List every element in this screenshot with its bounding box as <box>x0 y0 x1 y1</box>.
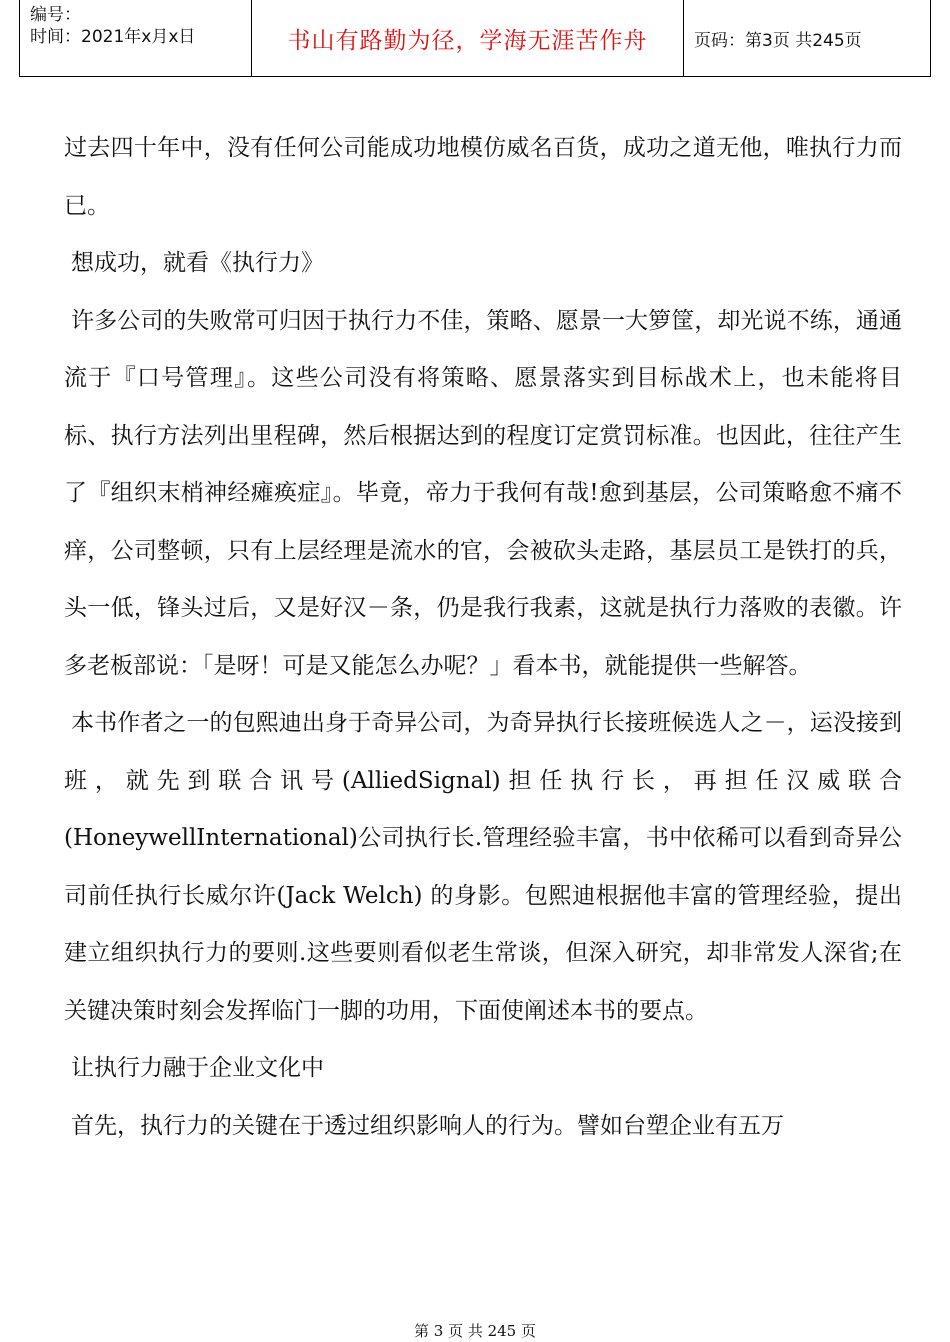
header-page-number: 页码：第3页 共245页 <box>694 30 862 51</box>
paragraph: 许多公司的失败常可归因于执行力不佳，策略、愿景一大箩筐，却光说不练，通通流于『口号管理』。这些公司没有将策略、愿景落实到目标战术上，也未能将目标、执行方法列出里程碑，然后根据达到的程度订定赏罚标准。也因此，往往产生了『组织末梢神经瘫痪症』。毕竟，帝力于我何有哉!愈到基层，公司策略愈不痛不痒，公司整顿，只有上层经理是流水的官，会被砍头走路，基层员工是铁打的兵，头一低，锋头过后，又是好汉－条，仍是我行我素，这就是执行力落败的表徽。许多老板部说：「是呀！可是又能怎么办呢？」看本书，就能提供一些解答。 <box>64 307 902 679</box>
document-body <box>64 120 902 1155</box>
paragraph: 首先，执行力的关键在于透过组织影响人的行为。譬如台塑企业有五万 <box>71 1112 784 1139</box>
header-table <box>19 0 931 77</box>
header-motto: 书山有路勤为径，学海无涯苦作舟 <box>252 0 684 76</box>
time-label: 时间：2021年x月x日 <box>30 27 196 47</box>
section-heading: 想成功，就看《执行力》 <box>71 250 324 276</box>
paragraph: 过去四十年中，没有任何公司能成功地模仿威名百货，成功之道无他，唯执行力而已。 <box>64 135 902 219</box>
paragraph: 本书作者之一的包熙迪出身于奇异公司，为奇异执行长接班候选人之－，运没接到班，就先到联合讯号(AlliedSignal)担任执行长，再担任汉威联合(HoneywellInternational)公司执行长.管理经验丰富，书中依稀可以看到奇异公司前任执行长威尔许(Jack Welch) 的身影。包熙迪根据他丰富的管理经验，提出建立组织执行力的要则.这些要则看似老生常谈，但深入研究，却非常发人深省;在关键决策时刻会发挥临门一脚的功用，下面使阐述本书的要点。 <box>64 710 902 1024</box>
serial-number-label: 编号： <box>30 5 81 25</box>
header-info-cell <box>20 0 252 76</box>
page-footer: 第 3 页 共 245 页 <box>413 1322 536 1340</box>
section-heading: 让执行力融于企业文化中 <box>71 1055 324 1081</box>
